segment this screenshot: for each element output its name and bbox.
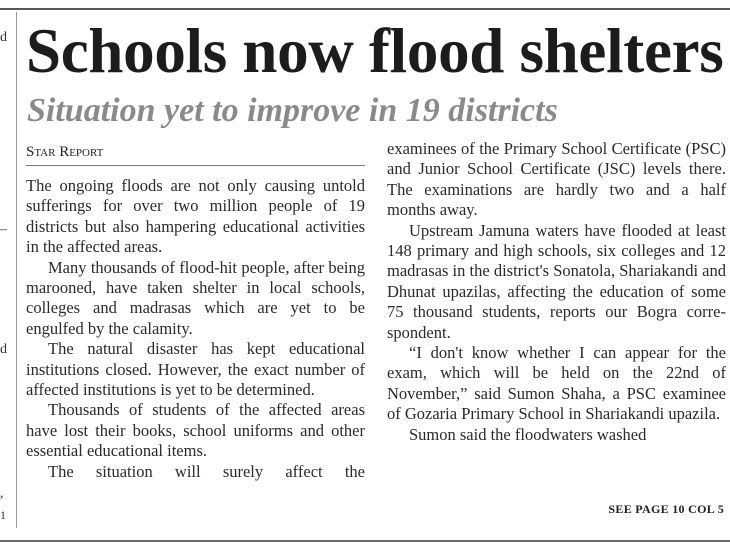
byline-rule xyxy=(26,165,365,166)
subheadline: Situation yet to improve in 19 districts xyxy=(27,92,558,129)
top-border-rule xyxy=(0,8,730,10)
paragraph: “I don't know whether I can appear for the exam, which will be held on the 22nd of November,” said Sumon Shaha, a PSC examinee of Gozaria Primary School in Shariakandi upazila. xyxy=(387,343,726,424)
continuation-jump-line: SEE PAGE 10 COL 5 xyxy=(608,502,724,516)
article-column-2 xyxy=(387,139,726,502)
paragraph: examinees of the Primary School Certificate (PSC) and Junior School Certificate (JSC) levels there. The examinations are hardly two and a half months away. xyxy=(387,139,726,220)
paragraph: Sumon said the floodwaters washed xyxy=(409,424,647,444)
article-column-1 xyxy=(26,176,365,532)
paragraph: The natural disaster has kept educational institutions closed. However, the exact number of affected institutions is yet to be determined. xyxy=(26,339,365,400)
paragraph: Thousands of students of the affected areas have lost their books, school uniforms and other essential educational items. xyxy=(26,400,365,461)
paragraph: The ongoing floods are not only causing untold sufferings for over two million people of 19 districts but also hampering educational activities in the affected areas. xyxy=(26,176,365,257)
bottom-border-rule xyxy=(0,540,730,542)
paragraph: Upstream Jamuna waters have flooded at least 148 primary and high schools, six colleges and 12 madrasas in the district's Sonatola, Shariakandi and Dhunat upazilas, affecting the education of some 75 thousand students, reports our Bogra correspondent. xyxy=(387,220,726,342)
paragraph: Many thousands of flood-hit people, after being marooned, have taken shelter in local schools, colleges and madrasas which are yet to be engulfed by the calamity. xyxy=(26,257,365,338)
paragraph: The situation will surely affect the xyxy=(48,461,365,481)
adjacent-column-fragment: d xyxy=(0,30,7,45)
headline: Schools now flood shelters xyxy=(26,16,724,86)
adjacent-column-fragment: 1 xyxy=(0,508,6,522)
byline: Star Report xyxy=(26,144,104,160)
left-column-rule xyxy=(16,12,17,528)
adjacent-column-fragment: , xyxy=(0,486,4,501)
adjacent-column-fragment: d xyxy=(0,342,7,357)
adjacent-column-fragment: – xyxy=(0,222,7,237)
